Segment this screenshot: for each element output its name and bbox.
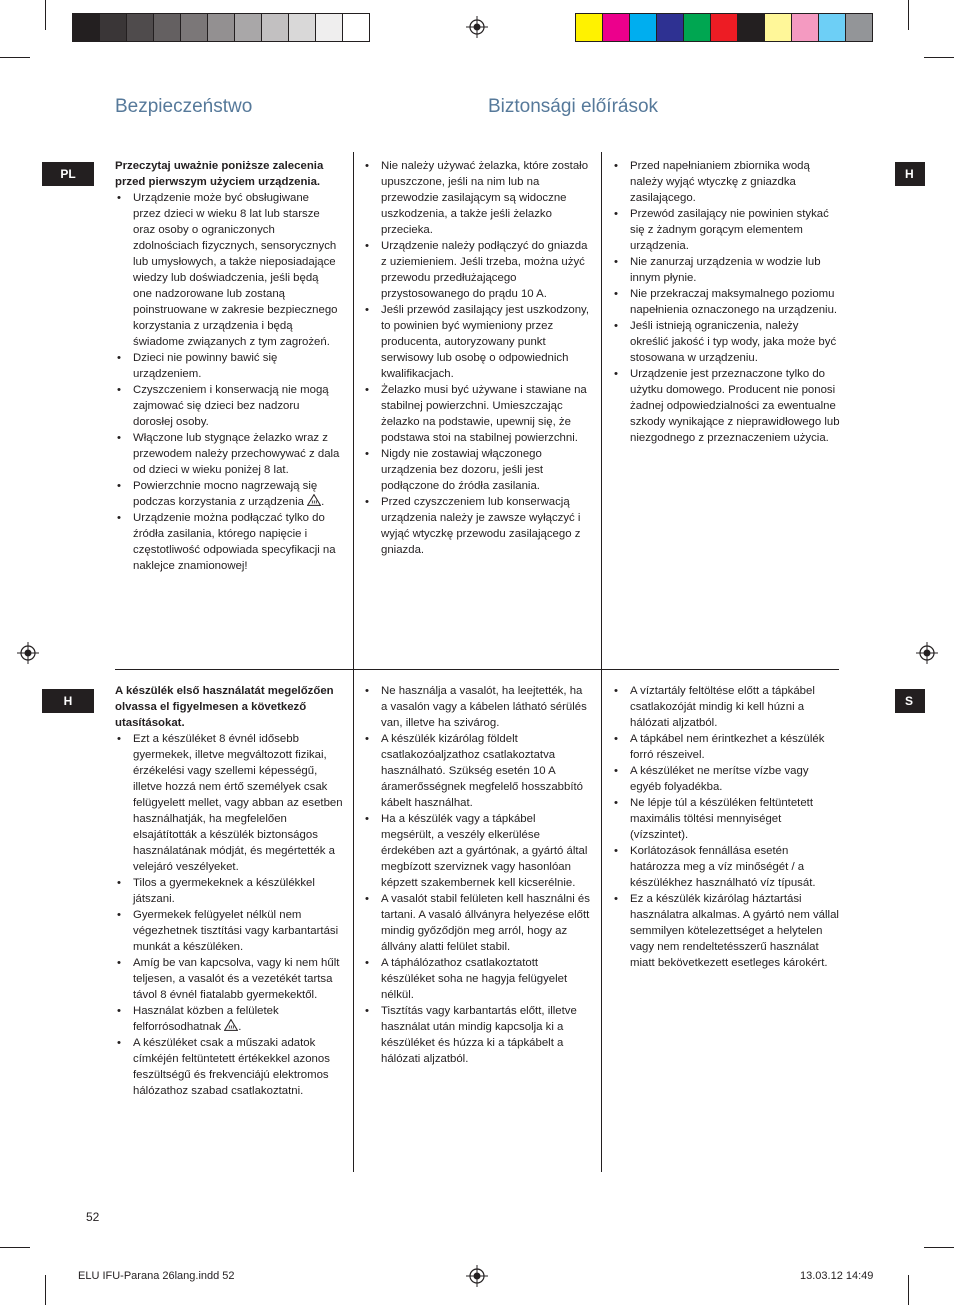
list-item — [363, 811, 591, 891]
crop-mark — [0, 1247, 30, 1248]
crop-mark — [45, 1275, 46, 1305]
list-item — [612, 763, 840, 795]
list-item-text: A készüléket ne merítse vízbe vagy egyéb folyadékba. — [630, 765, 809, 793]
list-item-text: Urządzenie należy podłączyć do gniazda z uziemieniem. Jeśli trzeba, można użyć przewodu przedłużającego przystosowanego do prądu 10 A. — [381, 240, 588, 300]
list-item — [363, 238, 591, 302]
list-item-text: Urządzenie jest przeznaczone tylko do użytku domowego. Producent nie ponosi żadnej odpowiedzialności za ewentualne szkody wynikające z nieprawidłowego lub niezgodnego z przeznaczeniem użycia. — [630, 368, 840, 444]
list-item — [612, 206, 840, 254]
list-item-text: Przed napełnianiem zbiornika wodą należy wyjąć wtyczkę z gniazdka zasilającego. — [630, 160, 810, 204]
gray-swatch — [235, 14, 262, 41]
page-title-hu: Biztonsági előírások — [488, 96, 659, 117]
list-item-text: Gyermekek felügyelet nélkül nem végezhetnek tisztítási vagy karbantartási munkát a készüléken. — [133, 909, 339, 953]
process-color-swatch — [765, 14, 792, 41]
list-item — [363, 683, 591, 731]
crop-mark — [45, 0, 46, 30]
list-item-text: Ha a készülék vagy a tápkábel megsérült, a veszély elkerülése érdekében azt a gyártónak, a gyártó által megbízott szerviznek vagy hasonlóan képzett szakembernek kell kicserélnie. — [381, 813, 588, 889]
hu-column-1 — [115, 683, 343, 1099]
list-item: • Használat közben a felületek felforrósodhatnak . — [115, 1003, 343, 1035]
hu-heading: A készülék első használatát megelőzően olvassa el figyelmesen a következő utasításokat. — [115, 685, 334, 729]
list-item-text: A táphálózathoz csatlakoztatott készüléket soha ne hagyja felügyelet nélkül. — [381, 957, 568, 1001]
list-item — [115, 731, 343, 875]
footer-date: 13.03.12 14:49 — [800, 1270, 874, 1282]
gray-swatch — [262, 14, 289, 41]
gray-swatch — [316, 14, 343, 41]
list-item — [363, 1003, 591, 1067]
list-item-text: Żelazko musi być używane i stawiane na stabilnej powierzchni. Umieszczając żelazko na podstawie, upewnij się, że podstawa stoi na stabilnej powierzchni. — [381, 384, 587, 444]
list-item — [612, 891, 840, 971]
list-item — [612, 318, 840, 366]
gray-swatch — [154, 14, 181, 41]
pl-column-1 — [115, 158, 340, 574]
list-item-text: Powierzchnie mocno nagrzewają się podczas korzystania z urządzenia — [133, 480, 318, 508]
list-item-text: Czyszczeniem i konserwacją nie mogą zajmować się dzieci bez nadzoru dorosłej osoby. — [133, 384, 329, 428]
list-item-text: Przed czyszczeniem lub konserwacją urządzenia należy je zawsze wyłączyć i wyjąć wtyczkę przewodu zasilającego z gniazda. — [381, 496, 581, 556]
list-item — [115, 350, 340, 382]
list-item — [363, 382, 591, 446]
crop-mark — [908, 0, 909, 30]
gray-swatch — [289, 14, 316, 41]
list-item-text: Jeśli przewód zasilający jest uszkodzony, to powinien być wymieniony przez producenta, autoryzowany punkt serwisowy lub osobę o odpowiednich kwalifikacjach. — [381, 304, 590, 380]
list-item-text: Urządzenie może być obsługiwane przez dzieci w wieku 8 lat lub starsze oraz osoby o ograniczonych zdolnościach fizycznych, sensorycznych lub umysłowych, a także nieposiadające wiedzy lub doświadczenia, jeśli będą one nadzorowane lub zostaną poinstruowane w zakresie bezpiecznego korzystania z urządzenia i będą świadome związanych z tym zagrożeń. — [133, 192, 338, 348]
list-item-text: Korlátozások fennállása esetén határozza meg a víz minőségét / a készülékhez használható víz típusát. — [630, 845, 816, 889]
footer-file-info: ELU IFU-Parana 26lang.indd 52 — [78, 1270, 235, 1282]
list-item-text: Használat közben a felületek felforrósodhatnak — [133, 1005, 279, 1033]
list-item — [612, 843, 840, 891]
list-item-text: A vasalót stabil felületen kell használni és tartani. A vasaló állványra helyezése előtt mindig győződjön meg arról, hogy az állvány alatti felület stabil. — [381, 893, 590, 953]
process-color-swatch — [603, 14, 630, 41]
list-item — [363, 302, 591, 382]
pl-heading: Przeczytaj uważnie poniższe zalecenia przed pierwszym użyciem urządzenia. — [115, 160, 324, 188]
hu-list-3 — [612, 683, 840, 971]
column-divider — [601, 152, 602, 670]
process-color-swatch — [846, 14, 872, 41]
list-item — [612, 366, 840, 446]
language-tab-edge-bottom: S — [895, 689, 925, 713]
list-item-text: Nie zanurzaj urządzenia w wodzie lub innym płynie. — [630, 256, 821, 284]
process-color-swatch — [711, 14, 738, 41]
list-item — [363, 891, 591, 955]
page-title-pl: Bezpieczeństwo — [115, 96, 253, 117]
list-item-text: Ezt a készüléket 8 évnél idősebb gyermekek, illetve megváltozott fizikai, érzékelési vagy szellemi képességű, illetve hozzá nem értő személyek csak felügyelett mellet, vagy abban az esetben használhatják, ha megfelelően elsajátították a készülék biztonságos használatának módját, és megértették a velejáró veszélyeket. — [133, 733, 343, 873]
language-tab-h: H — [42, 689, 94, 713]
registration-mark-icon — [916, 642, 938, 664]
list-item — [363, 731, 591, 811]
list-item-text: Ez a készülék kizárólag háztartási használatra alkalmas. A gyártó nem vállal semmilyen kötelezettséget a helytelen vagy nem rendeltetésszerű használat miatt bekövetkezett esetleges károkért. — [630, 893, 839, 969]
gray-swatch — [208, 14, 235, 41]
list-item — [612, 795, 840, 843]
column-divider — [353, 152, 354, 670]
list-item-text: Ne lépje túl a készüléken feltüntetett maximális töltési mennyiséget (vízszintet). — [630, 797, 813, 841]
registration-mark-icon — [17, 642, 39, 664]
gray-swatch — [181, 14, 208, 41]
list-item — [115, 907, 343, 955]
list-item — [612, 683, 840, 731]
list-item — [612, 286, 840, 318]
list-item — [115, 955, 343, 1003]
gray-swatch — [127, 14, 154, 41]
list-item — [612, 254, 840, 286]
list-item-text: A víztartály feltöltése előtt a tápkábel csatlakozóját mindig ki kell húzni a hálózati aljzatból. — [630, 685, 815, 729]
pl-list-2 — [363, 158, 591, 558]
registration-mark-icon — [466, 1265, 488, 1287]
list-item — [612, 731, 840, 763]
hu-column-2 — [363, 683, 591, 1067]
list-item — [363, 158, 591, 238]
section-divider — [115, 669, 839, 670]
column-divider — [353, 670, 354, 1172]
crop-mark — [908, 1275, 909, 1305]
list-item-text: Nie przekraczaj maksymalnego poziomu napełnienia oznaczonego na urządzeniu. — [630, 288, 838, 316]
process-color-bar — [575, 13, 873, 42]
process-color-swatch — [657, 14, 684, 41]
process-color-swatch — [576, 14, 603, 41]
list-item — [363, 446, 591, 494]
list-item-text: Nigdy nie zostawiaj włączonego urządzenia bez dozoru, jeśli jest podłączone do źródła zasilania. — [381, 448, 544, 492]
list-item — [115, 190, 340, 350]
list-item — [363, 494, 591, 558]
language-tab-pl: PL — [42, 162, 94, 186]
process-color-swatch — [630, 14, 657, 41]
process-color-swatch — [792, 14, 819, 41]
list-item-text: Włączone lub stygnące żelazko wraz z przewodem należy przechowywać z dala od dzieci w wieku poniżej 8 lat. — [133, 432, 340, 476]
list-item-text: Jeśli istnieją ograniczenia, należy określić jakość i typ wody, jaka może być stosowana w urządzeniu. — [630, 320, 837, 364]
list-item-text: Tilos a gyermekeknek a készülékkel játszani. — [133, 877, 315, 905]
list-item-text: Nie należy używać żelazka, które zostało upuszczone, jeśli na nim lub na przewodzie zasilającym są widoczne uszkodzenia, a także jeśli żelazko przecieka. — [381, 160, 589, 236]
crop-mark — [924, 57, 954, 58]
list-item — [115, 510, 340, 574]
list-item-text: A tápkábel nem érintkezhet a készülék forró részeivel. — [630, 733, 825, 761]
list-item-text: Amíg be van kapcsolva, vagy ki nem hűlt teljesen, a vasalót és a vezetékét tartsa távol 8 évnél fiatalabb gyermekektől. — [133, 957, 340, 1001]
language-tab-edge-top: H — [895, 162, 925, 186]
hu-list-1 — [115, 731, 343, 1099]
crop-mark — [924, 1247, 954, 1248]
grayscale-color-bar — [72, 13, 370, 42]
list-item-text: A készülék kizárólag földelt csatlakozóaljzathoz csatlakoztatva használható. Szükség esetén 10 A áramerősségnek megfelelő hosszabbító kábelt használhat. — [381, 733, 583, 809]
list-item — [115, 382, 340, 430]
list-item-text: Tisztítás vagy karbantartás előtt, illetve használat után mindig kapcsolja ki a készüléket és húzza ki a tápkábelt a hálózati aljzatból. — [381, 1005, 577, 1065]
list-item-text: Ne használja a vasalót, ha leejtették, ha a vasalón vagy a kábelen látható sérülés van, illetve ha szivárog. — [381, 685, 587, 729]
hot-surface-warning-icon — [224, 1019, 238, 1031]
list-item-text: A készüléket csak a műszaki adatok címkéjén feltüntetett értékekkel azonos feszültségű és frekvenciájú elektromos hálózathoz szabad csatlakoztatni. — [133, 1037, 330, 1097]
hu-column-3 — [612, 683, 840, 971]
registration-mark-icon — [466, 16, 488, 38]
list-item — [115, 430, 340, 478]
process-color-swatch — [819, 14, 846, 41]
list-item-text: Urządzenie można podłączać tylko do źródła zasilania, którego napięcie i częstotliwość odpowiada specyfikacji na naklejce znamionowej! — [133, 512, 336, 572]
process-color-swatch — [684, 14, 711, 41]
gray-swatch — [343, 14, 369, 41]
list-item — [363, 955, 591, 1003]
crop-mark — [0, 57, 30, 58]
list-item — [115, 875, 343, 907]
pl-column-3 — [612, 158, 840, 446]
pl-column-2 — [363, 158, 591, 558]
gray-swatch — [73, 14, 100, 41]
list-item-text: Dzieci nie powinny bawić się urządzeniem. — [133, 352, 278, 380]
pl-list-1 — [115, 190, 340, 574]
list-item: • Powierzchnie mocno nagrzewają się podczas korzystania z urządzenia . — [115, 478, 340, 510]
process-color-swatch — [738, 14, 765, 41]
gray-swatch — [100, 14, 127, 41]
page-number: 52 — [86, 1210, 100, 1224]
list-item-text: Przewód zasilający nie powinien stykać się z żadnym gorącym elementem urządzenia. — [630, 208, 829, 252]
column-divider — [601, 670, 602, 1172]
hu-list-2 — [363, 683, 591, 1067]
list-item — [612, 158, 840, 206]
pl-list-3 — [612, 158, 840, 446]
list-item — [115, 1035, 343, 1099]
hot-surface-warning-icon — [307, 494, 321, 506]
